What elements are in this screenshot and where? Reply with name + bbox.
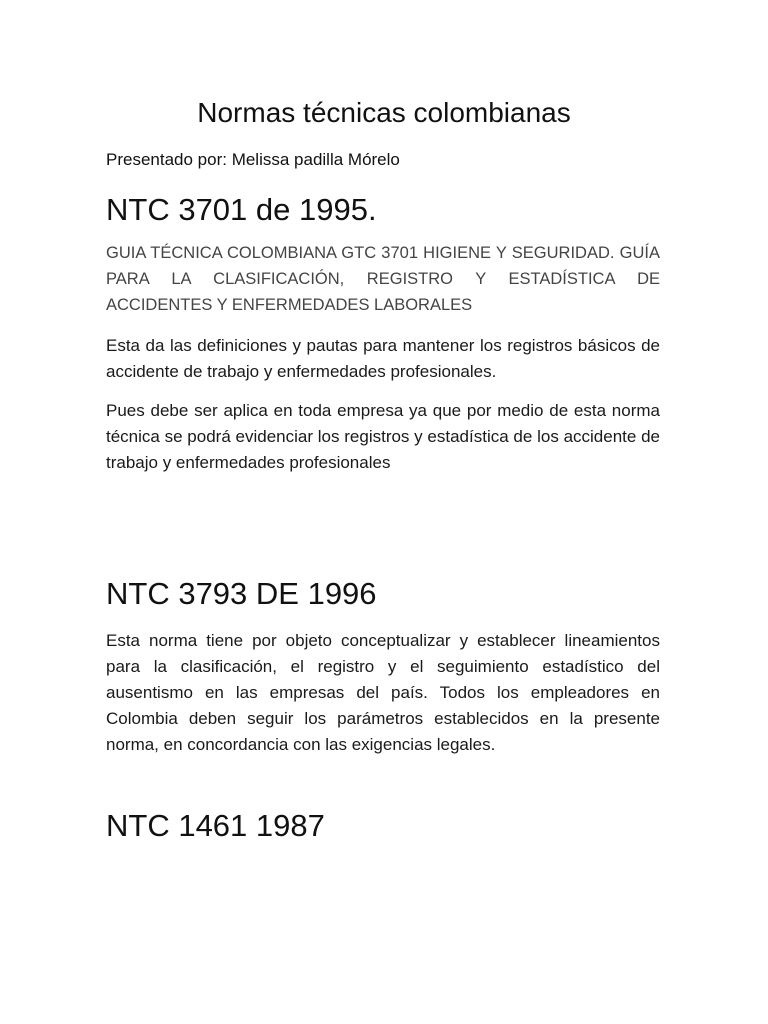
section-paragraph-guia: GUIA TÉCNICA COLOMBIANA GTC 3701 HIGIENE Y SEGURIDAD. GUÍA PARA LA CLASIFICACIÓN, REGISTRO Y ESTADÍSTICA DE ACCIDENTES Y ENFERMEDADES LABORALES xyxy=(106,244,660,314)
section-heading-ntc-1461: NTC 1461 1987 xyxy=(106,808,325,843)
section-heading-ntc-3793: NTC 3793 DE 1996 xyxy=(106,576,377,611)
document-title: Normas técnicas colombianas xyxy=(197,97,571,128)
section-paragraph-definiciones: Esta da las definiciones y pautas para mantener los registros básicos de accidente de trabajo y enfermedades profesionales. xyxy=(106,336,660,381)
section-heading-ntc-3701: NTC 3701 de 1995. xyxy=(106,192,377,227)
presenter-line: Presentado por: Melissa padilla Mórelo xyxy=(106,150,400,169)
section-paragraph-aplicacion: Pues debe ser aplica en toda empresa ya que por medio de esta norma técnica se podrá evidenciar los registros y estadística de los accidente de trabajo y enfermedades profesionales xyxy=(106,401,660,472)
section-paragraph-ausentismo: Esta norma tiene por objeto conceptualizar y establecer lineamientos para la clasificación, el registro y el seguimiento estadístico del ausentismo en las empresas del país. Todos los empleadores en Colombia deben seguir los parámetros establecidos en la presente norma, en concordancia con las exigencias legales. xyxy=(106,631,660,754)
